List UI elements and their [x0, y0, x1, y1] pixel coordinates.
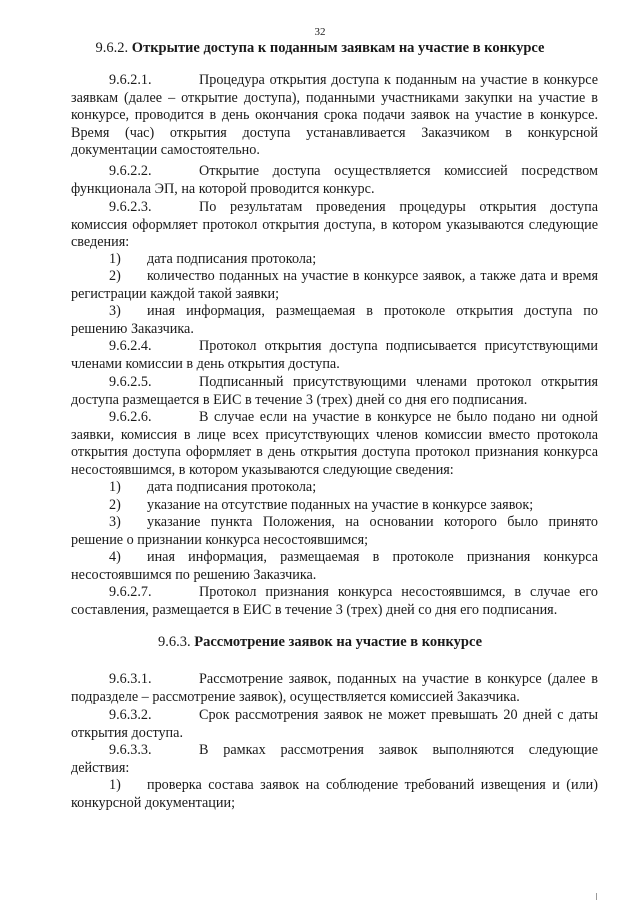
list-item [71, 251, 598, 269]
section-title: Открытие доступа к поданным заявкам на участие в конкурсе [131, 40, 545, 56]
list-item [71, 514, 598, 549]
paragraph-number: 9.6.2.4. [109, 338, 152, 354]
section-heading-963 [0, 634, 640, 651]
paragraph [71, 707, 598, 742]
scan-mark [596, 893, 597, 900]
list-item [71, 777, 598, 812]
paragraph-number: 9.6.3.2. [109, 707, 152, 723]
paragraph-text: Открытие доступа осуществляется комиссией посредством функционала ЭП, на которой проводится конкурс. [71, 163, 598, 197]
page-number: 32 [314, 26, 326, 38]
list-item-text: иная информация, размещаемая в протоколе признания конкурса несостоявшимся по решению Заказчика. [71, 549, 598, 583]
paragraph [71, 72, 598, 160]
paragraph [71, 584, 598, 619]
paragraph-text: Срок рассмотрения заявок не может превышать 20 дней с даты открытия доступа. [71, 707, 598, 741]
list-item [71, 549, 598, 584]
list-item [71, 497, 598, 515]
paragraph-text: По результатам проведения процедуры открытия доступа комиссия оформляет протокол открытия доступа, в котором указываются следующие сведения: [71, 199, 598, 251]
paragraph [71, 409, 598, 479]
list-item [71, 303, 598, 338]
paragraph-number: 9.6.2.5. [109, 374, 152, 390]
paragraph [71, 742, 598, 777]
list-item-number: 2) [109, 268, 121, 284]
list-item-text: количество поданных на участие в конкурсе заявок, а также дата и время регистрации каждой такой заявки; [71, 268, 598, 302]
list-item-text: иная информация, размещаемая в протоколе открытия доступа по решению Заказчика. [71, 303, 598, 337]
list-item-number: 3) [109, 303, 121, 319]
paragraph-number: 9.6.2.6. [109, 409, 152, 425]
paragraph-number: 9.6.2.7. [109, 584, 152, 600]
list-item-number: 4) [109, 549, 121, 565]
list-item-text: указание на отсутствие поданных на участие в конкурсе заявок; [147, 497, 534, 513]
paragraph-text: Протокол признания конкурса несостоявшимся, в случае его составления, размещается в ЕИС в течение 3 (трех) дней со дня его подписания. [71, 584, 598, 618]
paragraph-number: 9.6.2.2. [109, 163, 152, 179]
paragraph [71, 163, 598, 198]
paragraph [71, 374, 598, 409]
section-title: Рассмотрение заявок на участие в конкурсе [194, 634, 483, 650]
section-heading-962 [0, 40, 640, 57]
list-item-number: 3) [109, 514, 121, 530]
paragraph-number: 9.6.2.1. [109, 72, 152, 88]
list-item [71, 268, 598, 303]
paragraph-text: В случае если на участие в конкурсе не было подано ни одной заявки, комиссия в лице всех присутствующих членов комиссии вместо протокола открытия доступа оформляет в день открытия доступа протокол признания конкурса несостоявшимся, в котором указываются следующие сведения: [71, 409, 598, 478]
paragraph-text: Процедура открытия доступа к поданным на участие в конкурсе заявкам (далее – открытие доступа), поданными участниками закупки на участие в конкурсе, проводится в день окончания срока подачи заявок на участие в конкурсе. Время (час) открытия доступа устанавливается Заказчиком в конкурсной документации самостоятельно. [71, 72, 598, 159]
list-item-number: 2) [109, 497, 121, 513]
paragraph-text: В рамках рассмотрения заявок выполняются следующие действия: [71, 742, 598, 776]
list-item-text: дата подписания протокола; [147, 251, 317, 267]
list-item-number: 1) [109, 479, 121, 495]
paragraph [71, 338, 598, 373]
paragraph-text: Рассмотрение заявок, поданных на участие в конкурсе (далее в подразделе – рассмотрение заявок), осуществляется комиссией Заказчика. [71, 671, 598, 705]
paragraph-number: 9.6.2.3. [109, 199, 152, 215]
list-item [71, 479, 598, 497]
list-item-text: проверка состава заявок на соблюдение требований извещения и (или) конкурсной документации; [71, 777, 598, 811]
paragraph-text: Подписанный присутствующими членами протокол открытия доступа размещается в ЕИС в течение 3 (трех) дней со дня его подписания. [71, 374, 598, 408]
paragraph-number: 9.6.3.3. [109, 742, 152, 758]
list-item-text: указание пункта Положения, на основании которого было принято решение о признании конкурса несостоявшимся; [71, 514, 598, 548]
paragraph [71, 671, 598, 706]
section-number: 9.6.3. [157, 634, 191, 650]
paragraph-number: 9.6.3.1. [109, 671, 152, 687]
list-item-text: дата подписания протокола; [147, 479, 317, 495]
list-item-number: 1) [109, 251, 121, 267]
section-number: 9.6.2. [95, 40, 129, 56]
paragraph [71, 199, 598, 252]
list-item-number: 1) [109, 777, 121, 793]
paragraph-text: Протокол открытия доступа подписывается присутствующими членами комиссии в день открытия доступа. [71, 338, 598, 372]
